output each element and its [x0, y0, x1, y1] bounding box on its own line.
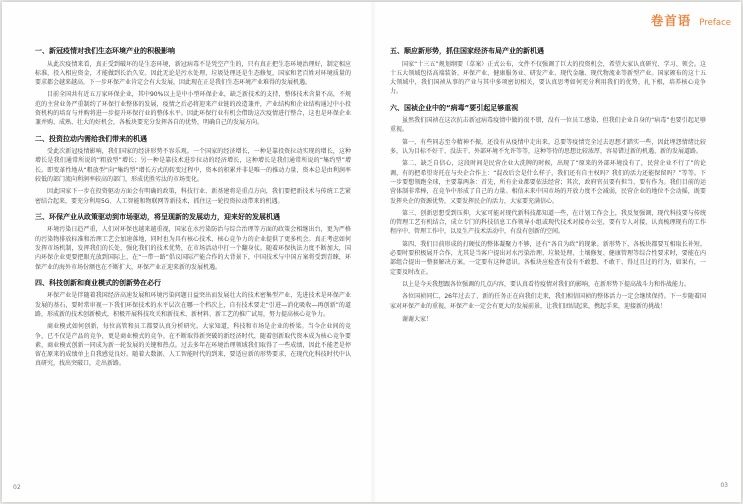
paragraph: 第三、创新思想受到压抑，大家可能对现代新科技都知道一些，在计划工作会上，我反复强调，现代科技要与传统的管理工艺有机结合，成立专门的科技信息工作领导小组或现代技术对接办公室，要有专人对接，认真梳理现有的工作程序中、管理工作中，以及生产技术活动中，有没有创新的空间。 [390, 209, 706, 236]
paragraph: 第二、缺乏自信心，这段时间是民营企业大洗牌的时候，出现了“原来的外部环境没有了，民营企业不行了”的论调，有的把希望寄托在与央企合作上：“混改后会是什么样子，我们还有自主权吗？我们的活力还能保留吗？”等等。下一步要想领跑全球，主要靠两条：首先，所有企业都要依法经营；其次，政府官员要有担当、要有作为。我们目前的运营体制非常棒，在竞争中形成了自己的力量。相信未来中国市场的开放力度不会减弱，民营企业的地位不会动摇，既要发挥央企的资源优势，又要发挥民企的活力，大家要充满信心。 [390, 160, 706, 205]
section-heading-2: 二、投资拉动内需给我们带来的机遇 [35, 134, 147, 143]
paragraph: 国家“十三五”规划纲要（草案）正式公布，文件不仅强调了巨大的投资机会，希望大家认真研究、学习、领会。这十五大领域包括高端装备、环保产业、健康服务业、研发产业、现代金融、现代物流业等新型产业。国家颁布的这十五大领域中，我们国祯从事的产业与其中多项密切相关，要认真思考如何充分利用我们的优势，扎下根，培养核心竞争力。 [390, 60, 706, 96]
paragraph: 商业模式如何创新，每位高管和员工都要认真分析研究。大家知道，科技和市场是企业的桥梁。当今企业间的竞争，已不仅是产品的竞争，更是商业模式的竞争。在不断取得新突破的新经济时代，随着创新取代资本成为核心竞争要素，商业模式创新一同成为新一轮发展的关键和热点。过去多年在环境治理领域我们取得了一些成绩，因此不能老是停留在原来的成绩单上自我感觉良好。随着大数据、人工智能时代的到来，要适应新的形势要求，在现代化科技时代中认真研究，找出突破口，走出新路。 [35, 323, 351, 368]
paragraph: 环保产业是伴随着我国经济高速发展和环境污染问题日益突出而发展壮大的技术密集型产业，先进技术是环保产业发展的基石，要时常审视一下我们环保技术的水平层次在哪一个档次上，自有技术要走“引进—消化吸收—再创新”的道路，形成新的技术创新模式，积极开展科技攻关和新技术、新材料、新工艺的推广试用，努力提高核心竞争力。 [35, 292, 351, 318]
paragraph: 目前全国共有近五万家环保企业，其中90%以上是中小型环保企业，缺乏新技术的支持，整体技术含量不高，不规范的主营业务严重制约了环保行业整体的发展，疫情之后必将迎来产业链的改造兼并，产业结构和企业结构通过中小投资机构的培育与并购将进一步提升环保行业的整体水平。因此环保行业有机会借助这次疫情进行整合，这也是环保企业兼并购、成熟、壮大的好机会，各板块要充分发挥各自的优势，明确自己的发展方向。 [35, 91, 351, 127]
paragraph: 从此次疫情来看，真正受到破坏的是生态环境，新冠病毒不是凭空产生的，只有真正把生态环境治理好，制定相应标准，投入相应资金，才能做到长治久安。因此无论是污水处理、垃圾处理还是生态修复，国家和老百姓对环境质量的要求都会越来越高，下一步环保产业肯定会有大发展，因此现在正是我们生态环境产业难得的发展机遇。 [35, 60, 351, 87]
preface-header [651, 10, 731, 29]
left-page-column [35, 46, 351, 372]
preface-title-en: Preface [699, 18, 731, 28]
paragraph: 因此国家下一步在投资驱动方面会有明确的政策，科技行业、新基建将是重点方向，我们要把新技术与传统工艺紧密结合起来，要充分利用5G、人工智能和物联网等新技术，抓住这一轮投资拉动带来的机遇。 [35, 188, 351, 205]
paragraph: 以上是今天我想跟各位强调的几点内容，要认真看待疫情对我们的影响，在新形势下提高战斗力和作战能力。 [402, 280, 691, 288]
preface-title-cn: 卷首语 [650, 13, 692, 28]
page-gutter [370, 2, 376, 502]
section-heading-4: 四、科技创新和商业模式的创新势在必行 [35, 278, 161, 287]
paragraph: 虽然我们国祯在这次抗击新冠病毒疫情中做的很不错，没有一位员工感染，但我们企业自身的“病毒”也要引起足够重视。 [390, 117, 706, 134]
closing-paragraph: 各位国祯同仁，26年过去了，新的任务正在向我们走来，我们相信国祯的整体活力一定会继续保持。下一步随着国家对环保产业的重视，环保产业一定会有更大的发展前景，让我们团结起来，携起手来，迎接新的挑战！ [390, 293, 706, 310]
page-number-left: 02 [13, 484, 21, 491]
paragraph: 第四、我们目前形成的打硬仗的整体凝聚力不够，还有“各自为政”的现象。新形势下，各板块都要互相取长补短，必要时要积极展开合作，尤其是当客户提出对水污染治理、垃圾处理、土壤修复、健康管理等综合性要求时，要能在内部组合提出一整套解决方案，一定要有这种意识。各板块应检查有没有不敢想、不敢干、得过且过的行为，如果有，一定要及时改正。 [390, 240, 706, 276]
paragraph: 环境污染日趋严重，人们对环保也越来越重视，国家在水污染防治与综合治理等方面的政策会相继出台，更为严格的污染物排放标准和治理工艺会加速落地，同时也为具有核心技术、核心竞争力的企业提供了更多机会。真正考虑如何发挥市场机制，发挥我们的长处，强化我们的技术优势，在市场活动中打一个翻身仗。随着环保执法力度不断加大，国内环保企业更要把眼光放到国际上，在“一带一路”倡议国际产能合作的大背景下，中国技术与中国方案将受到青睐，环保产业的海外市场份额也在不断扩大，环保产业正迎来新的发展机遇。 [35, 226, 351, 271]
magazine-spread [2, 2, 741, 502]
section-heading-5: 五、顺应新形势，抓住国家经济布局产业的新机遇 [390, 47, 544, 55]
section-heading-3: 三、环保产业从政策驱动到市场驱动，将呈现新的发展动力，迎来好的发展机遇 [35, 212, 280, 221]
paragraph: 受此次新冠疫情影响，我们国家的经济形势不容乐观。一个国家的经济增长，一种是靠投资拉动实现的增长，这种增长是我们通常所说的“粗放型”增长；另一种是靠技术进步拉动的经济增长，这种增长是我们通常所说的“集约型”增长。即变革性地从“粗放型”向“集约型”增长方式的转变过程中，资本的积累并非是唯一的推动力量，资本总是由利润率较低的部门流向利润率较高的部门，形成优胜劣汰的市场变化。 [35, 148, 351, 183]
section-heading-6: 六、国祯企业中的“病毒”要引起足够重视 [390, 103, 519, 112]
paragraph: 第一、有些同志至今精神不振，还没有从疫情中走出来，总要等疫情完全过去思想才踏实一些，因此埋怨情绪比较多，认为目标不好干、没法干、外部环境不允许等等，这种等待的思想比较浓厚，容易错过新的机遇、新的发展道路。 [390, 138, 706, 156]
closing-thanks: 谢谢大家！ [402, 315, 433, 323]
section-heading-1: 一、新冠疫情对我们生态环境产业的积极影响 [35, 47, 175, 55]
right-page-column [390, 46, 706, 327]
page-number-right: 03 [720, 482, 728, 489]
